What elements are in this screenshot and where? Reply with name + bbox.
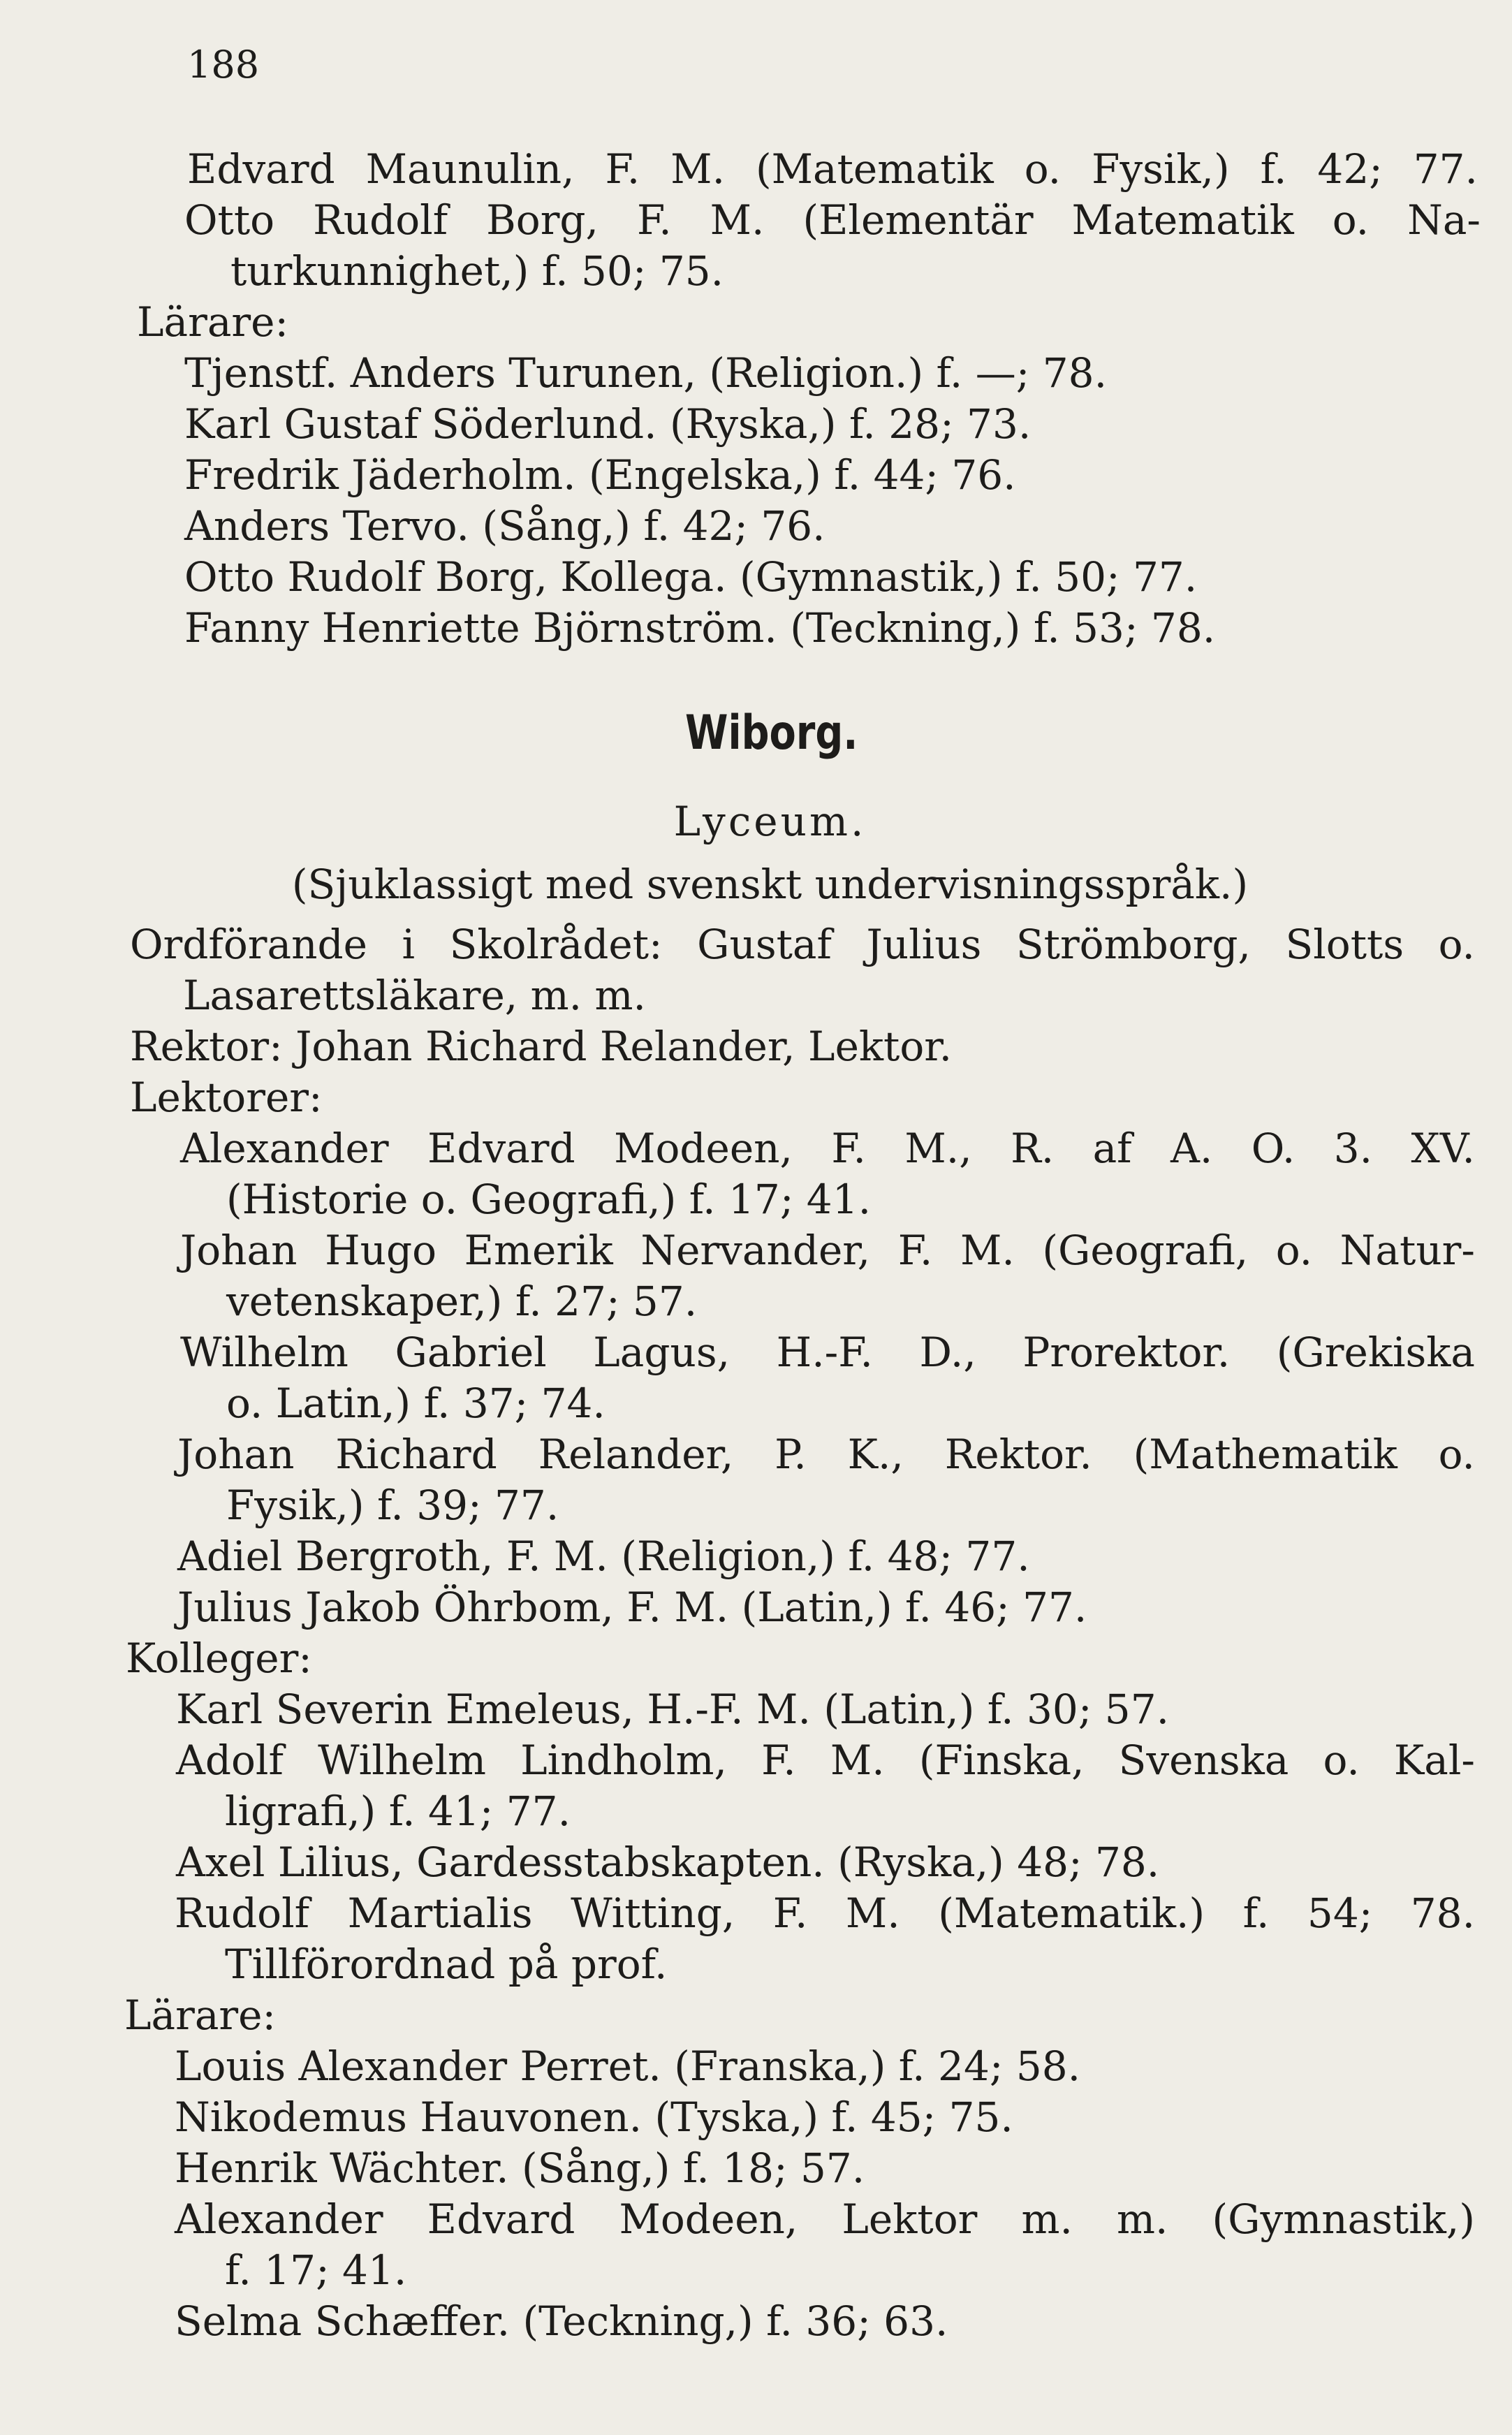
teacher-entry: Otto Rudolf Borg, Kollega. (Gymnastik,) f. 50; 77. xyxy=(184,553,1198,601)
teacher-entry: Nikodemus Hauvonen. (Tyska,) f. 45; 75. xyxy=(175,2093,1013,2141)
teacher-entry: Anders Tervo. (Sång,) f. 42; 76. xyxy=(184,502,825,550)
city-heading: Wiborg. xyxy=(685,705,858,761)
teacher-entry: Henrik Wächter. (Sång,) f. 18; 57. xyxy=(175,2144,865,2192)
teacher-entry: Fredrik Jäderholm. (Engelska,) f. 44; 76. xyxy=(184,451,1016,499)
school-heading: Lyceum. xyxy=(673,798,867,845)
school-note: (Sjuklassigt med svenskt undervisningsspråk.) xyxy=(291,861,1249,908)
teacher-entry: Karl Gustaf Söderlund. (Ryska,) f. 28; 73. xyxy=(184,400,1032,448)
teacher-entry: Axel Lilius, Gardesstabskapten. (Ryska,) 48; 78. xyxy=(176,1838,1160,1886)
rector: Rektor: Johan Richard Relander, Lektor. xyxy=(130,1023,953,1070)
teacher-entry: Rudolf Martialis Witting, F. M. (Matematik.) f. 54; 78. xyxy=(175,1889,1475,1937)
teacher-entry-continuation: vetenskaper,) f. 27; 57. xyxy=(226,1278,698,1325)
teacher-entry-continuation: o. Latin,) f. 37; 74. xyxy=(226,1380,605,1427)
section-heading-lektorer: Lektorer: xyxy=(130,1074,323,1121)
page-number: 188 xyxy=(187,43,260,87)
teacher-entry: Edvard Maunulin, F. M. (Matematik o. Fysik,) f. 42; 77. xyxy=(187,145,1478,193)
teacher-entry-continuation: (Historie o. Geografi,) f. 17; 41. xyxy=(226,1176,872,1223)
teacher-entry-continuation: ligrafi,) f. 41; 77. xyxy=(225,1787,571,1835)
teacher-entry: Johan Hugo Emerik Nervander, F. M. (Geografi, o. Natur- xyxy=(180,1227,1475,1274)
teacher-entry: Karl Severin Emeleus, H.-F. M. (Latin,) f. 30; 57. xyxy=(176,1686,1170,1733)
teacher-entry-continuation: Tillförordnad på prof. xyxy=(225,1940,668,1988)
teacher-entry: Selma Schæffer. (Teckning,) f. 36; 63. xyxy=(175,2297,948,2345)
teacher-entry: Alexander Edvard Modeen, F. M., R. af A. O. 3. XV. xyxy=(180,1125,1475,1172)
teacher-entry-continuation: turkunnighet,) f. 50; 75. xyxy=(230,247,724,295)
teacher-entry: Julius Jakob Öhrbom, F. M. (Latin,) f. 46; 77. xyxy=(177,1584,1087,1631)
teacher-entry-continuation: f. 17; 41. xyxy=(225,2246,407,2294)
section-heading-larare: Lärare: xyxy=(124,1991,276,2039)
section-heading-larare: Lärare: xyxy=(137,298,288,346)
board-chairman-continuation: Lasarettsläkare, m. m. xyxy=(183,972,646,1019)
board-chairman: Ordförande i Skolrådet: Gustaf Julius Strömborg, Slotts o. xyxy=(130,921,1475,968)
teacher-entry: Tjenstf. Anders Turunen, (Religion.) f. —; 78. xyxy=(184,349,1108,397)
section-heading-kolleger: Kolleger: xyxy=(126,1635,312,1682)
teacher-entry: Adolf Wilhelm Lindholm, F. M. (Finska, Svenska o. Kal- xyxy=(176,1736,1475,1784)
teacher-entry: Adiel Bergroth, F. M. (Religion,) f. 48; 77. xyxy=(177,1533,1030,1580)
teacher-entry: Johan Richard Relander, P. K., Rektor. (Mathematik o. xyxy=(177,1431,1475,1478)
teacher-entry: Alexander Edvard Modeen, Lektor m. m. (Gymnastik,) xyxy=(175,2195,1475,2243)
teacher-entry: Louis Alexander Perret. (Franska,) f. 24; 58. xyxy=(175,2042,1081,2090)
teacher-entry: Otto Rudolf Borg, F. M. (Elementär Matematik o. Na- xyxy=(184,196,1481,244)
teacher-entry: Fanny Henriette Björnström. (Teckning,) f. 53; 78. xyxy=(184,604,1216,652)
teacher-entry-continuation: Fysik,) f. 39; 77. xyxy=(226,1482,559,1529)
teacher-entry: Wilhelm Gabriel Lagus, H.-F. D., Prorektor. (Grekiska xyxy=(180,1329,1475,1376)
